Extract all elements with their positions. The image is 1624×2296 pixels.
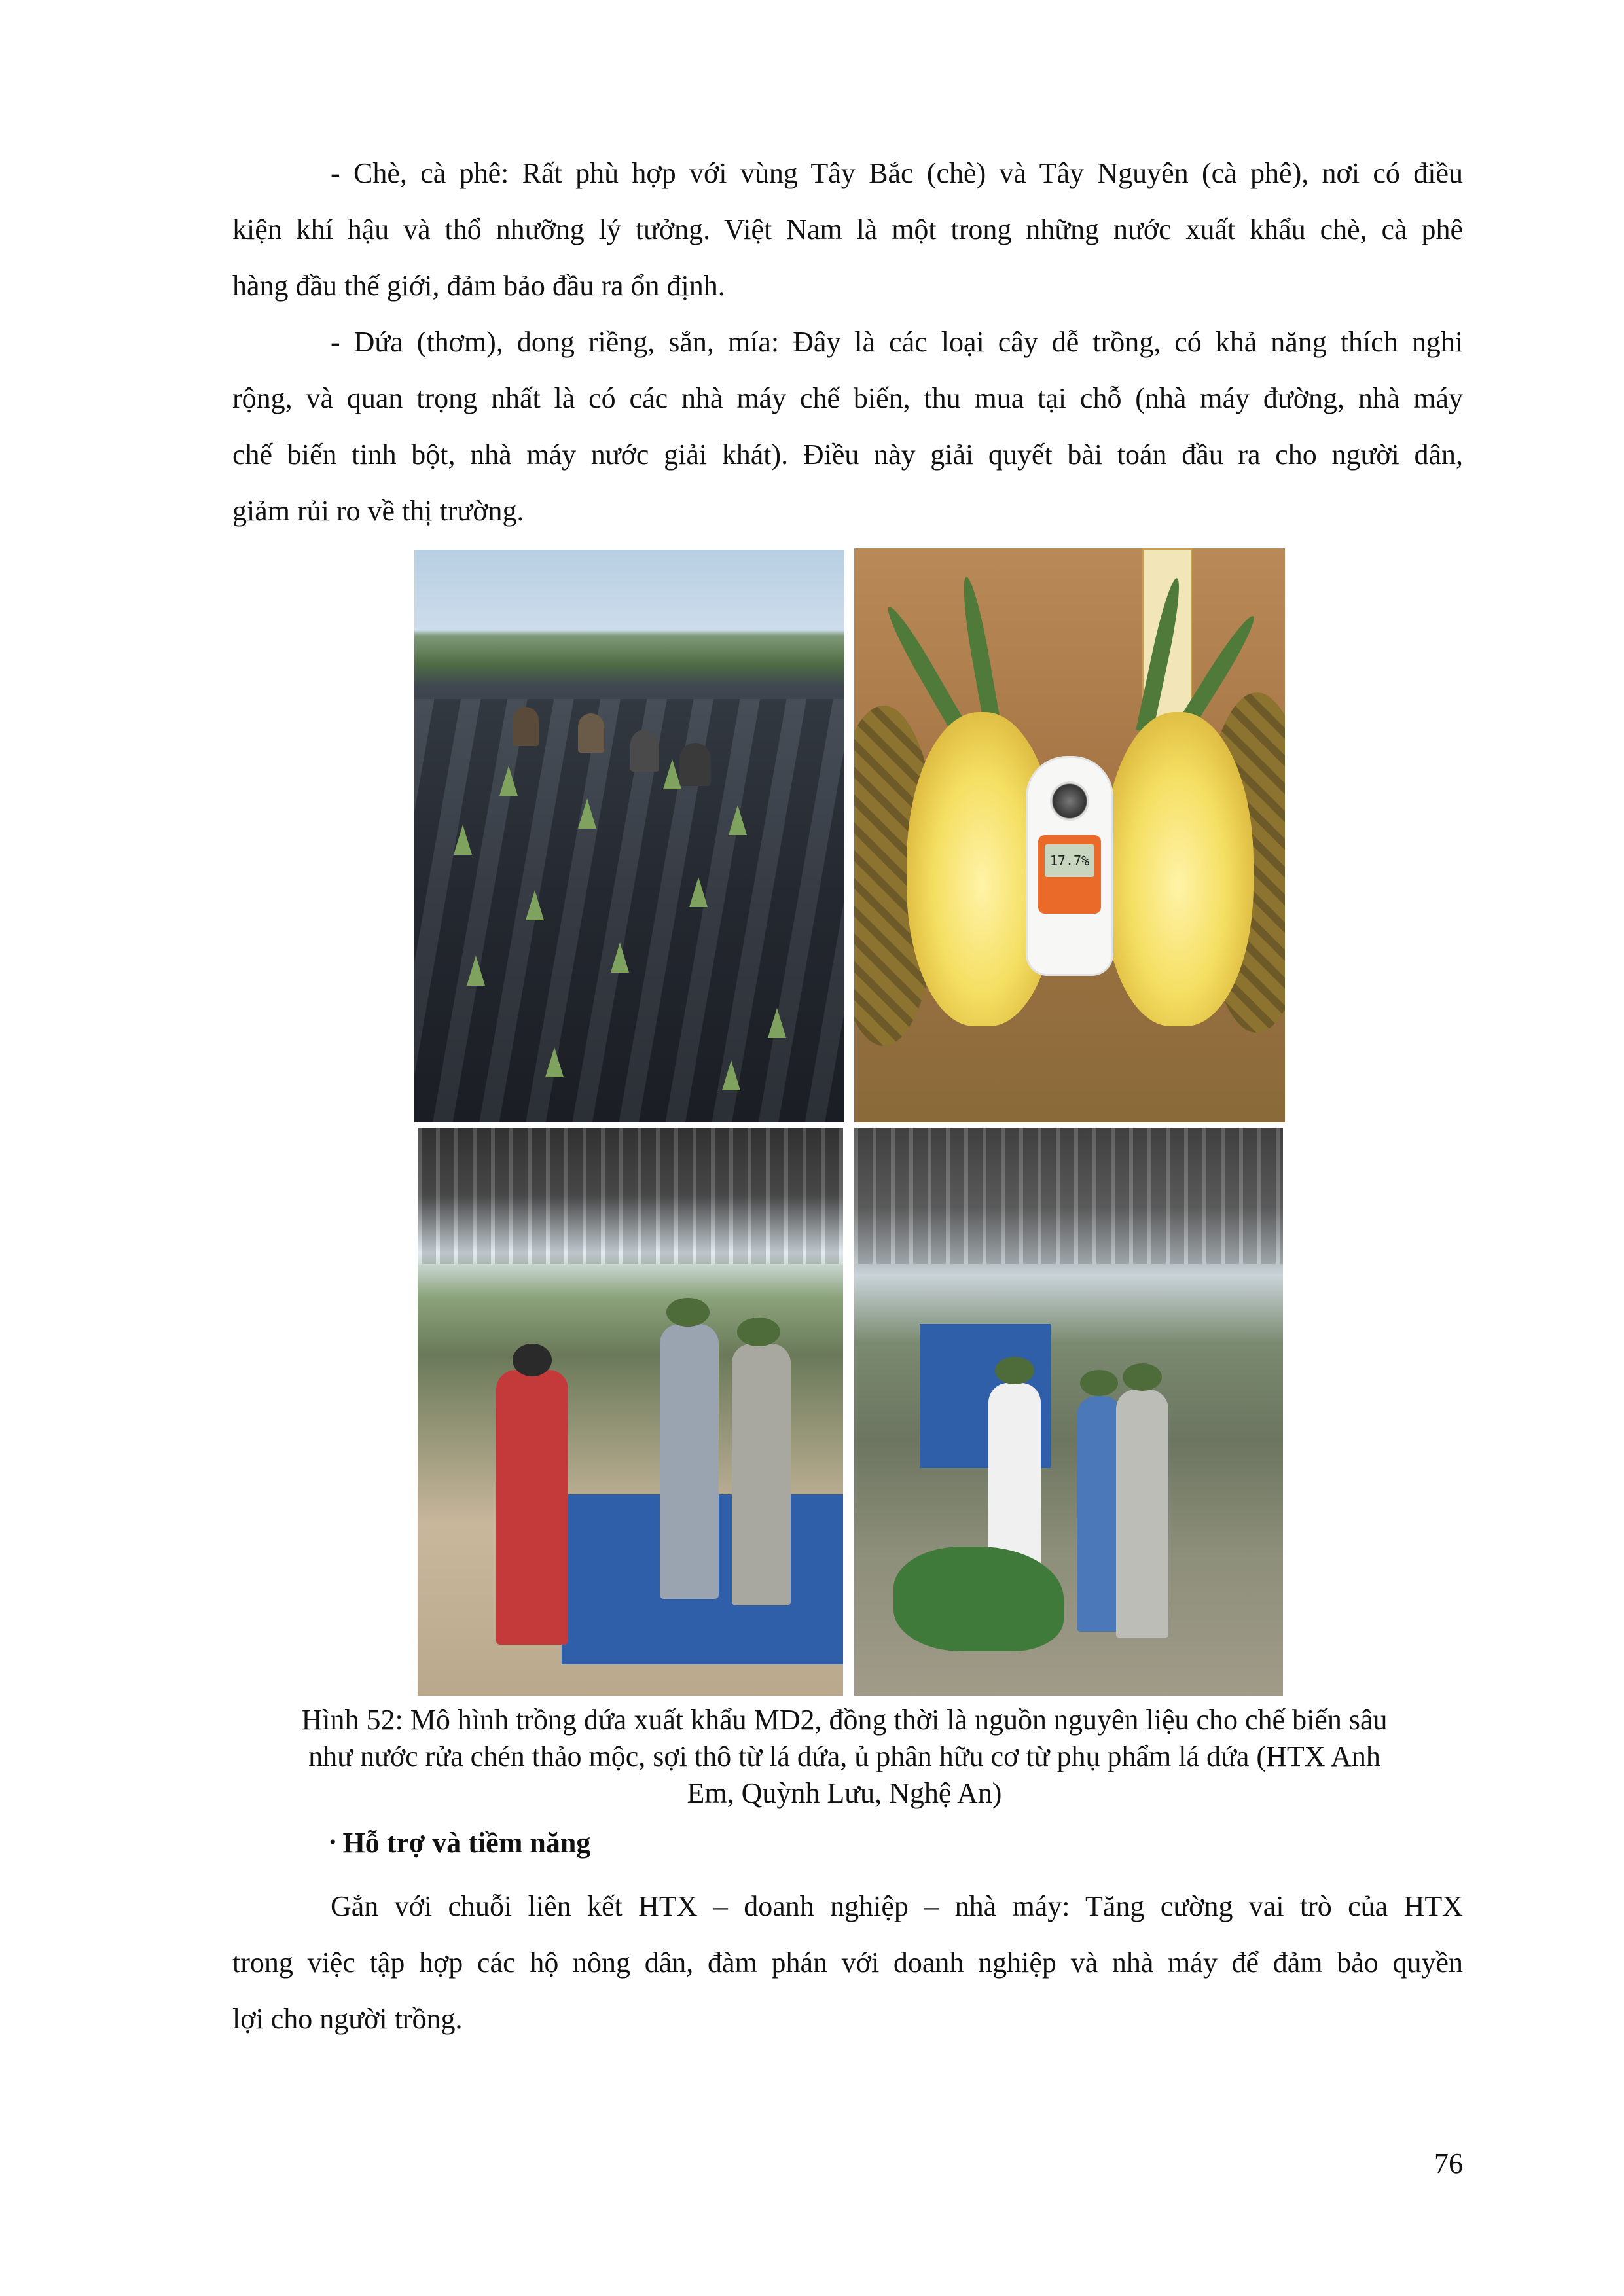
pineapple-half-right — [1103, 712, 1254, 1026]
farm-worker — [513, 707, 539, 746]
text-line: lợi cho người trồng. — [232, 2003, 463, 2035]
caption-line: như nước rửa chén thảo mộc, sợi thô từ lá dứa, ủ phân hữu cơ từ phụ phẩm lá dứa (HTX Anh — [308, 1740, 1380, 1772]
pineapple-seedling — [526, 890, 544, 920]
pineapple-seedling — [467, 956, 485, 986]
figure-caption — [216, 1702, 1473, 1812]
text-line: trong việc tập hợp các hộ nông dân, đàm phán với doanh nghiệp và nhà máy để đảm bảo quyền — [232, 1946, 1463, 1979]
pineapple-seedling — [722, 1060, 740, 1090]
text-line: chế biến tinh bột, nhà máy nước giải khát). Điều này giải quyết bài toán đầu ra cho người dân, — [232, 439, 1463, 471]
worker-red-shirt — [496, 1370, 568, 1645]
pineapple-seedling — [578, 798, 596, 829]
pineapple-seedling — [689, 877, 708, 907]
refractometer-reading: 17.7% — [1045, 844, 1094, 877]
photo-leaf-processing-shed — [418, 1128, 843, 1696]
paragraph-cooperative-chain — [232, 1878, 1463, 2047]
bullet-icon: • — [329, 1831, 336, 1853]
visitor — [732, 1344, 791, 1605]
pineapple-seedling — [611, 942, 629, 973]
worker-hat — [513, 1344, 552, 1376]
text-line: - Chè, cà phê: Rất phù hợp với vùng Tây Bắc (chè) và Tây Nguyên (cà phê), nơi có điều — [331, 157, 1463, 189]
pineapple-seedling — [545, 1047, 564, 1077]
photo-pineapple-brix-test — [854, 548, 1285, 1122]
section-subheading — [329, 1825, 590, 1865]
shed-roof — [418, 1128, 843, 1264]
farm-worker — [630, 730, 659, 772]
visitor-helmet — [995, 1357, 1034, 1384]
pineapple-seedling — [454, 825, 472, 855]
green-compost-pile — [893, 1547, 1064, 1651]
visitor-helmet — [1080, 1370, 1118, 1396]
farm-worker — [578, 713, 604, 753]
photo-compost-shed — [854, 1128, 1283, 1696]
farm-worker — [679, 743, 711, 786]
refractometer-lens — [1050, 781, 1089, 821]
pineapple-seedling — [663, 759, 681, 789]
visitor-helmet — [737, 1318, 780, 1346]
page-number: 76 — [1434, 2147, 1463, 2179]
paragraph-tea-coffee — [232, 145, 1463, 314]
pineapple-seedling — [768, 1008, 786, 1038]
text-line: Gắn với chuỗi liên kết HTX – doanh nghiệp – nhà máy: Tăng cường vai trò của HTX — [331, 1890, 1463, 1922]
visitor-helmet — [1123, 1363, 1162, 1391]
pineapple-seedling — [499, 766, 518, 796]
subheading-text: Hỗ trợ và tiềm năng — [342, 1827, 591, 1859]
refractometer-panel — [1038, 835, 1101, 914]
pineapple-seedling — [729, 805, 747, 835]
refractometer — [1028, 758, 1111, 974]
visitor-grey-shirt — [1116, 1390, 1168, 1638]
text-line: rộng, và quan trọng nhất là có các nhà máy chế biến, thu mua tại chỗ (nhà máy đường, nhà máy — [232, 382, 1463, 414]
text-line: kiện khí hậu và thổ nhưỡng lý tưởng. Việt Nam là một trong những nước xuất khẩu chè, cà phê — [232, 213, 1463, 245]
text-line: hàng đầu thế giới, đảm bảo đầu ra ổn định. — [232, 270, 725, 302]
pineapple-crown-leaf — [958, 575, 1002, 733]
text-line: giảm rủi ro về thị trường. — [232, 495, 524, 527]
visitor — [660, 1324, 719, 1599]
caption-line: Hình 52: Mô hình trồng dứa xuất khẩu MD2, đồng thời là nguồn nguyên liệu cho chế biến sâu — [301, 1704, 1388, 1736]
paragraph-pineapple-crops — [232, 314, 1463, 539]
text-line: - Dứa (thơm), dong riềng, sắn, mía: Đây là các loại cây dễ trồng, có khả năng thích nghi — [331, 326, 1463, 358]
field-rows — [414, 699, 844, 1123]
shed-roof — [854, 1128, 1283, 1264]
visitor-helmet — [666, 1298, 710, 1327]
caption-line: Em, Quỳnh Lưu, Nghệ An) — [687, 1777, 1002, 1809]
photo-pineapple-field — [414, 550, 844, 1122]
